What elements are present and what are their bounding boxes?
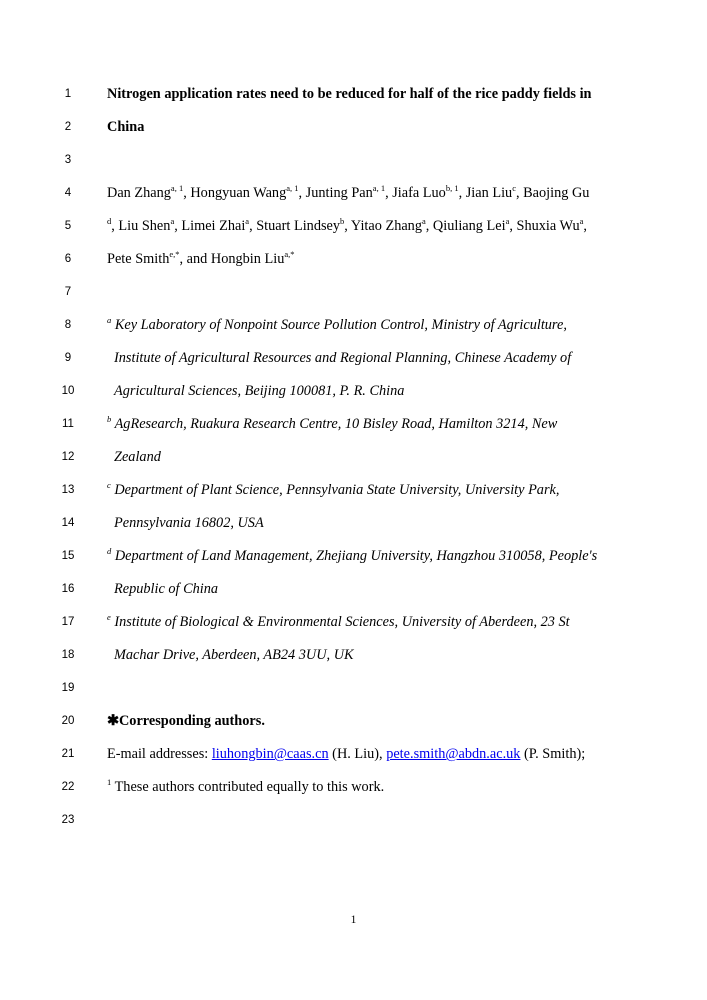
line-number: 16 bbox=[61, 583, 75, 595]
line-number: 22 bbox=[61, 781, 75, 793]
line-number: 18 bbox=[61, 649, 75, 661]
affiliation-c: $^c$ Department of Plant Science, Pennsylvania State University, University Park, bbox=[107, 480, 560, 498]
author-name: Yitao Zhang bbox=[350, 218, 422, 234]
line-number: 3 bbox=[64, 154, 72, 166]
author-name: Hongbin Liu bbox=[210, 251, 285, 267]
manuscript-line bbox=[0, 581, 707, 601]
line-number: 17 bbox=[61, 616, 75, 628]
author-affiliation-mark: a bbox=[579, 216, 584, 226]
author-name: Shuxia Wu bbox=[516, 218, 580, 234]
author-affiliation-mark: c bbox=[512, 183, 516, 193]
corresponding-heading: ✱Corresponding authors. bbox=[107, 713, 265, 729]
affiliation-mark: b bbox=[107, 414, 112, 424]
affiliation-d-cont: Republic of China bbox=[114, 581, 219, 597]
page-number: 1 bbox=[350, 914, 357, 926]
email-link-smith[interactable]: pete.smith@abdn.ac.uk bbox=[386, 746, 521, 762]
manuscript-line bbox=[0, 317, 707, 337]
affiliation-e: $^e$ Institute of Biological & Environmental Sciences, University of Aberdeen, 23 St bbox=[107, 612, 570, 630]
manuscript-line bbox=[0, 515, 707, 535]
manuscript-line bbox=[0, 152, 707, 172]
affiliation-a-cont: Agricultural Sciences, Beijing 100081, P. R. China bbox=[114, 383, 405, 399]
manuscript-line bbox=[0, 185, 707, 205]
asterisk-icon: ✱ bbox=[107, 713, 119, 729]
manuscript-line bbox=[0, 812, 707, 832]
manuscript-line bbox=[0, 119, 707, 139]
author-list-line-3: Pete Smith$^{e,*}$, and Hongbin Liu$^{a,*}$ bbox=[107, 249, 295, 267]
line-number: 21 bbox=[61, 748, 75, 760]
manuscript-line bbox=[0, 251, 707, 271]
author-affiliation-mark: d bbox=[107, 216, 112, 226]
manuscript-line bbox=[0, 284, 707, 304]
affiliation-a-cont: Institute of Agricultural Resources and Regional Planning, Chinese Academy of bbox=[114, 350, 572, 366]
author-affiliation-mark: a bbox=[170, 216, 175, 226]
author-affiliation-mark: a bbox=[505, 216, 510, 226]
line-number: 13 bbox=[61, 484, 75, 496]
affiliation-mark: d bbox=[107, 546, 112, 556]
line-number: 12 bbox=[61, 451, 75, 463]
author-name: Limei Zhai bbox=[181, 218, 246, 234]
author-name: Dan Zhang bbox=[107, 185, 171, 201]
manuscript-line bbox=[0, 416, 707, 436]
affiliation-b-cont: Zealand bbox=[114, 449, 161, 465]
line-number: 5 bbox=[64, 220, 72, 232]
manuscript-line bbox=[0, 383, 707, 403]
line-number: 14 bbox=[61, 517, 75, 529]
manuscript-line bbox=[0, 614, 707, 634]
manuscript-line bbox=[0, 647, 707, 667]
manuscript-line bbox=[0, 482, 707, 502]
manuscript-line bbox=[0, 713, 707, 733]
author-name: Hongyuan Wang bbox=[190, 185, 287, 201]
affiliation-mark: e bbox=[107, 612, 111, 622]
manuscript-line bbox=[0, 746, 707, 766]
author-affiliation-mark: a bbox=[421, 216, 426, 226]
line-number: 2 bbox=[64, 121, 72, 133]
author-affiliation-mark: a, 1 bbox=[286, 183, 299, 193]
line-number: 19 bbox=[61, 682, 75, 694]
manuscript-line bbox=[0, 680, 707, 700]
email-addresses: E-mail addresses: liuhongbin@caas.cn (H. Liu), pete.smith@abdn.ac.uk (P. Smith); bbox=[107, 746, 586, 762]
title-line-2: China bbox=[107, 119, 145, 135]
author-affiliation-mark: b bbox=[340, 216, 345, 226]
line-number: 8 bbox=[64, 319, 72, 331]
author-name: Qiuliang Lei bbox=[432, 218, 506, 234]
line-number: 23 bbox=[61, 814, 75, 826]
line-number: 1 bbox=[64, 88, 72, 100]
line-number: 15 bbox=[61, 550, 75, 562]
line-number: 7 bbox=[64, 286, 72, 298]
affiliation-c-cont: Pennsylvania 16802, USA bbox=[114, 515, 264, 531]
author-list-line-2: $^d$, Liu Shen$^a$, Limei Zhai$^a$, Stuart Lindsey$^b$, Yitao Zhang$^a$, Qiuliang Lei$^a$, Shuxia Wu$^a$, bbox=[107, 216, 587, 234]
manuscript-line bbox=[0, 350, 707, 370]
line-number: 20 bbox=[61, 715, 75, 727]
manuscript-line bbox=[0, 779, 707, 799]
author-affiliation-mark: a, 1 bbox=[170, 183, 184, 193]
line-number: 4 bbox=[64, 187, 72, 199]
author-name: Pete Smith bbox=[107, 251, 170, 267]
author-name: Junting Pan bbox=[305, 185, 373, 201]
author-name: Liu Shen bbox=[118, 218, 171, 234]
author-affiliation-mark: a,* bbox=[284, 249, 295, 259]
manuscript-line bbox=[0, 548, 707, 568]
line-number: 6 bbox=[64, 253, 72, 265]
manuscript-line bbox=[0, 449, 707, 469]
email-link-liu[interactable]: liuhongbin@caas.cn bbox=[211, 746, 329, 762]
affiliation-b: $^b$ AgResearch, Ruakura Research Centre, 10 Bisley Road, Hamilton 3214, New bbox=[107, 414, 558, 432]
author-affiliation-mark: a bbox=[245, 216, 250, 226]
line-number: 9 bbox=[64, 352, 72, 364]
author-affiliation-mark: a, 1 bbox=[372, 183, 386, 193]
affiliation-e-cont: Machar Drive, Aberdeen, AB24 3UU, UK bbox=[114, 647, 354, 663]
author-name: Jiafa Luo bbox=[392, 185, 446, 201]
equal-contribution-note: $^1$ These authors contributed equally to this work. bbox=[107, 777, 385, 795]
author-name: Stuart Lindsey bbox=[256, 218, 341, 234]
manuscript-line bbox=[0, 86, 707, 106]
affiliation-mark: c bbox=[107, 480, 111, 490]
author-affiliation-mark: b, 1 bbox=[445, 183, 459, 193]
affiliation-mark: a bbox=[107, 315, 112, 325]
line-number: 10 bbox=[61, 385, 75, 397]
author-name: Baojing Gu bbox=[523, 185, 590, 201]
affiliation-d: $^d$ Department of Land Management, Zhejiang University, Hangzhou 310058, People's bbox=[107, 546, 598, 564]
author-name: Jian Liu bbox=[465, 185, 513, 201]
author-list-line-1: Dan Zhang$^{a, 1}$, Hongyuan Wang$^{a, 1}$, Junting Pan$^{a, 1}$, Jiafa Luo$^{b, 1}$, Jian Liu$^c$, Baojing Gu bbox=[107, 183, 590, 201]
footnote-mark: 1 bbox=[107, 777, 112, 787]
author-affiliation-mark: e,* bbox=[169, 249, 180, 259]
line-number: 11 bbox=[62, 418, 74, 430]
manuscript-line bbox=[0, 218, 707, 238]
title-line-1: Nitrogen application rates need to be reduced for half of the rice paddy fields in bbox=[107, 86, 592, 102]
affiliation-a: $^a$ Key Laboratory of Nonpoint Source Pollution Control, Ministry of Agriculture, bbox=[107, 315, 567, 333]
